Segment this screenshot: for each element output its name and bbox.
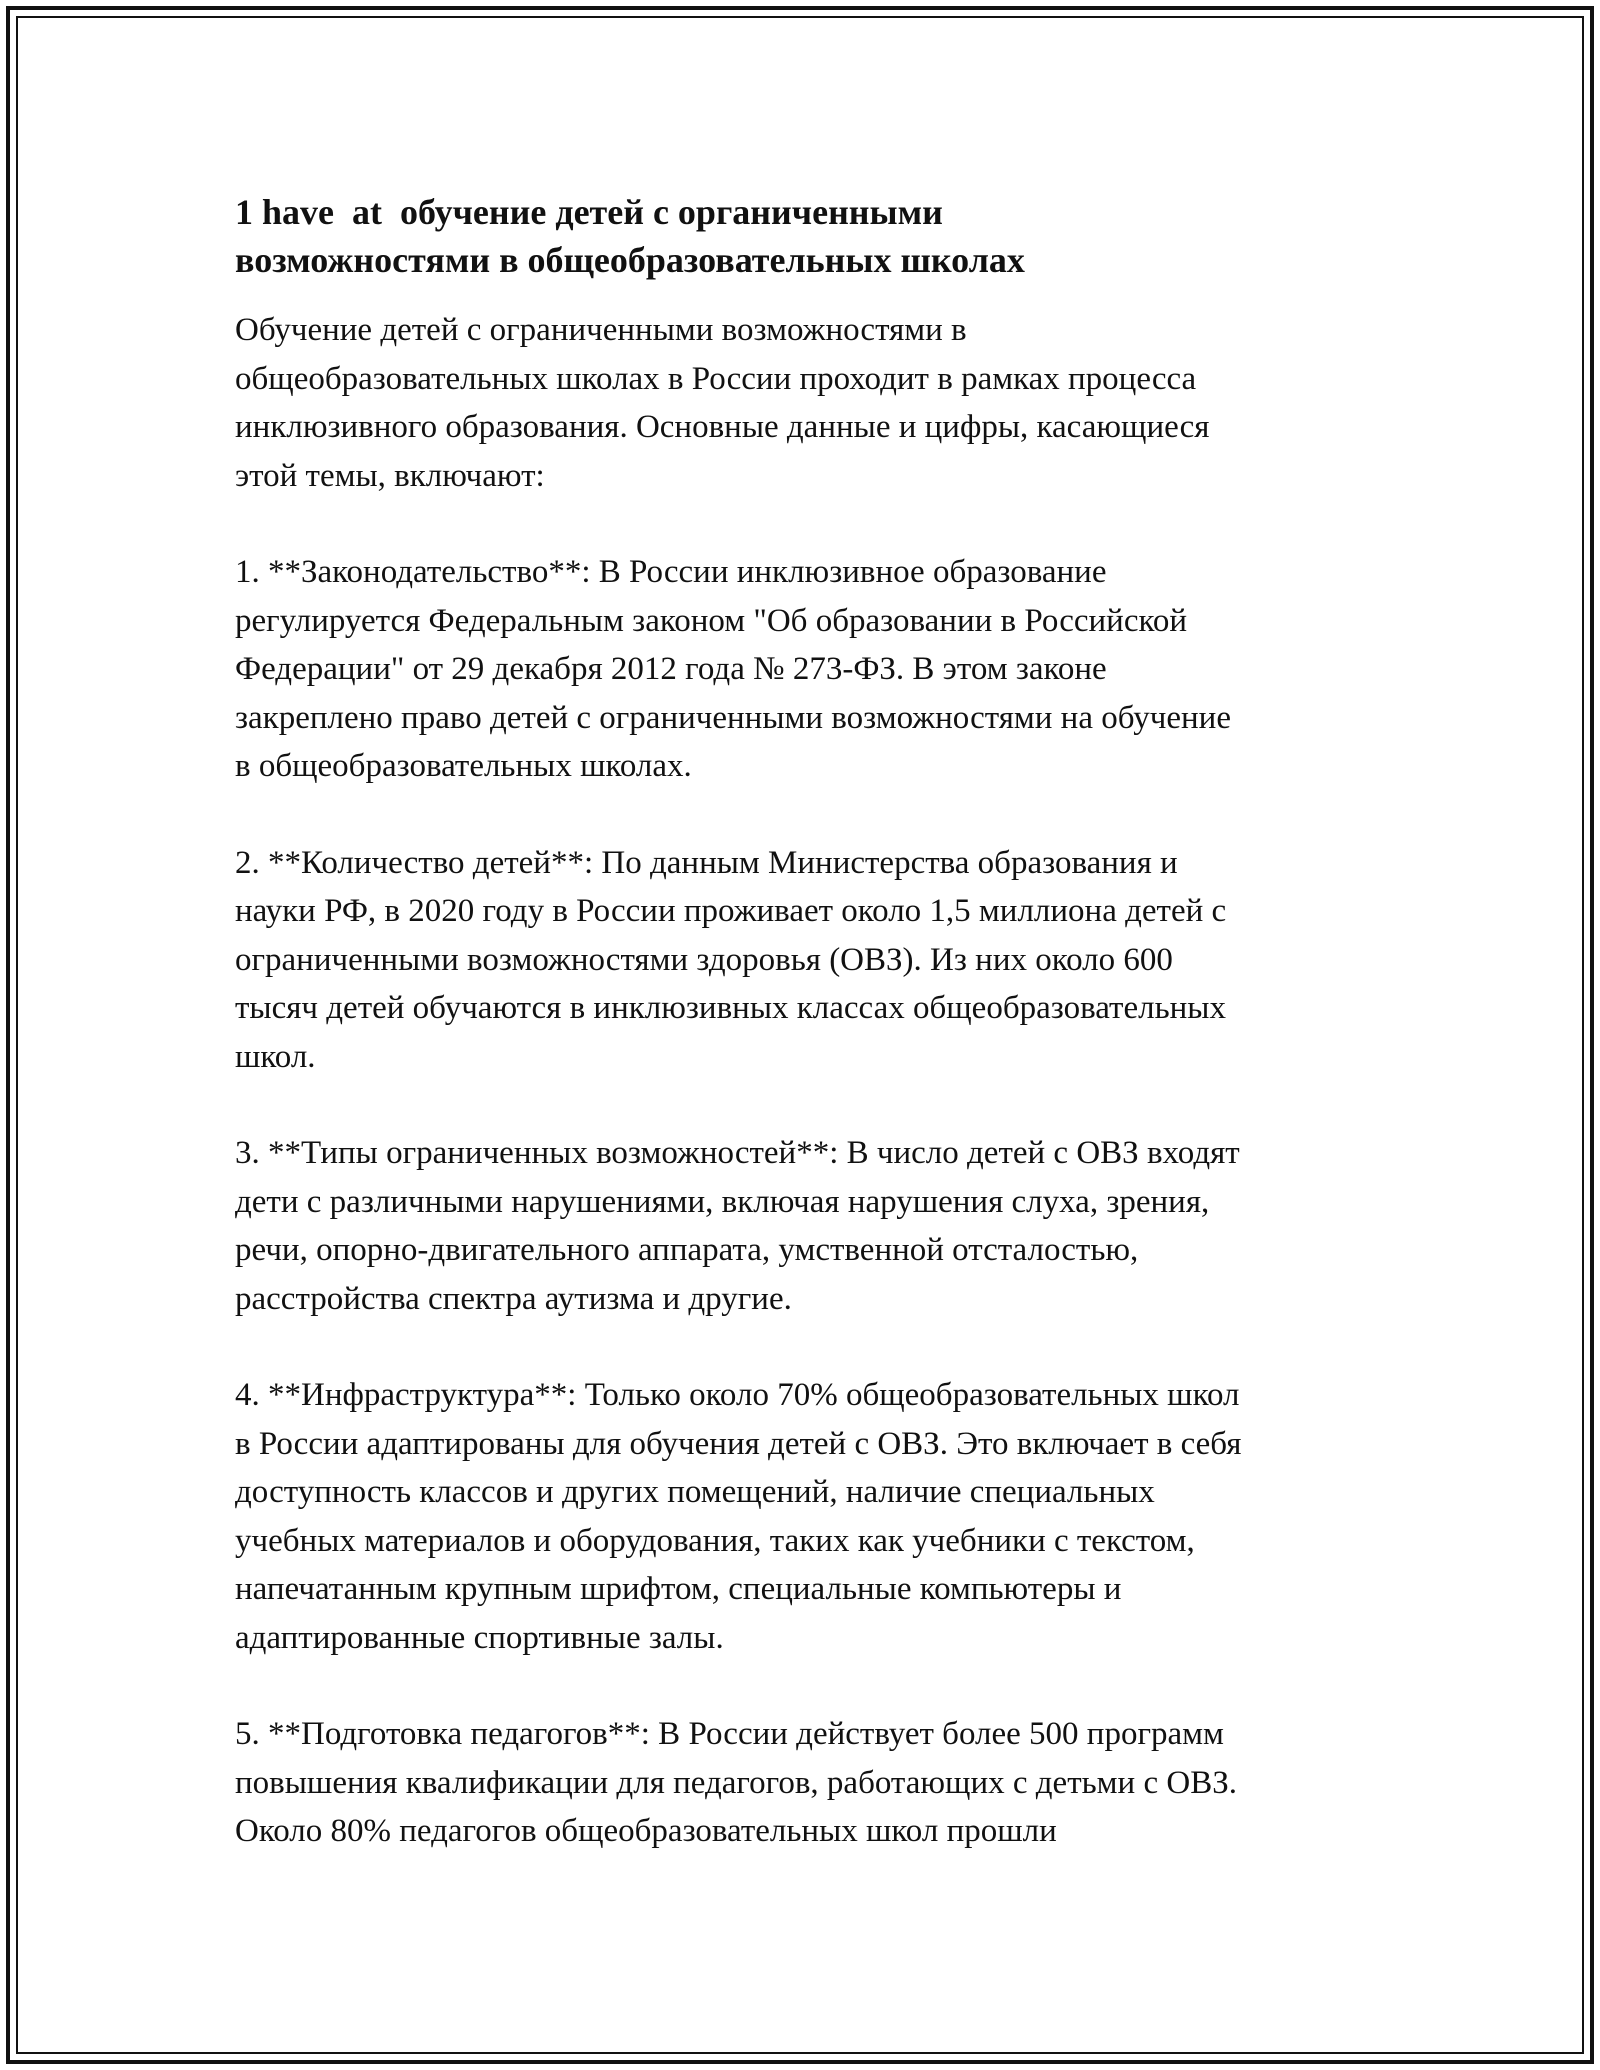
- list-item-legislation: 1. **Законодательство**: В России инклюзивное образование регулируется Федеральным законом "Об образовании в Российской Федерации" от 29 декабря 2012 года № 273-ФЗ. В этом законе закреплено право детей с ограниченными возможностями на обучение в общеобразовательных школах.: [235, 554, 1231, 784]
- list-item-teacher-training: 5. **Подготовка педагогов**: В России действует более 500 программ повышения квалификации для педагогов, работающих с детьми с ОВЗ. Около 80% педагогов общеобразовательных школ прошли: [235, 1716, 1237, 1849]
- list-item-children-count: 2. **Количество детей**: По данным Министерства образования и науки РФ, в 2020 году в России проживает около 1,5 миллиона детей с ограниченными возможностями здоровья (ОВЗ). Из них около 600 тысяч детей обучаются в инклюзивных классах общеобразовательных школ.: [235, 844, 1227, 1075]
- list-item-disability-types: 3. **Типы ограниченных возможностей**: В число детей с ОВЗ входят дети с различными нарушениями, включая нарушения слуха, зрения, речи, опорно-двигательного аппарата, умственной отсталостью, расстройства спектра аутизма и другие.: [235, 1135, 1240, 1317]
- document-title: 1 have at обучение детей с органиченными возможностями в общеобразовательных школах: [235, 192, 1025, 280]
- document-body: [235, 188, 1375, 1856]
- list-item-infrastructure: 4. **Инфраструктура**: Только около 70% общеобразовательных школ в России адаптированы для обучения детей с ОВЗ. Это включает в себя доступность классов и других помещений, наличие специальных учебных материалов и оборудования, таких как учебники с текстом, напечатанным крупным шрифтом, специальные компьютеры и адаптированные спортивные залы.: [235, 1377, 1242, 1656]
- intro-paragraph: Обучение детей с ограниченными возможностями в общеобразовательных школах в России проходит в рамках процесса инклюзивного образования. Основные данные и цифры, касающиеся этой темы, включают:: [235, 312, 1210, 494]
